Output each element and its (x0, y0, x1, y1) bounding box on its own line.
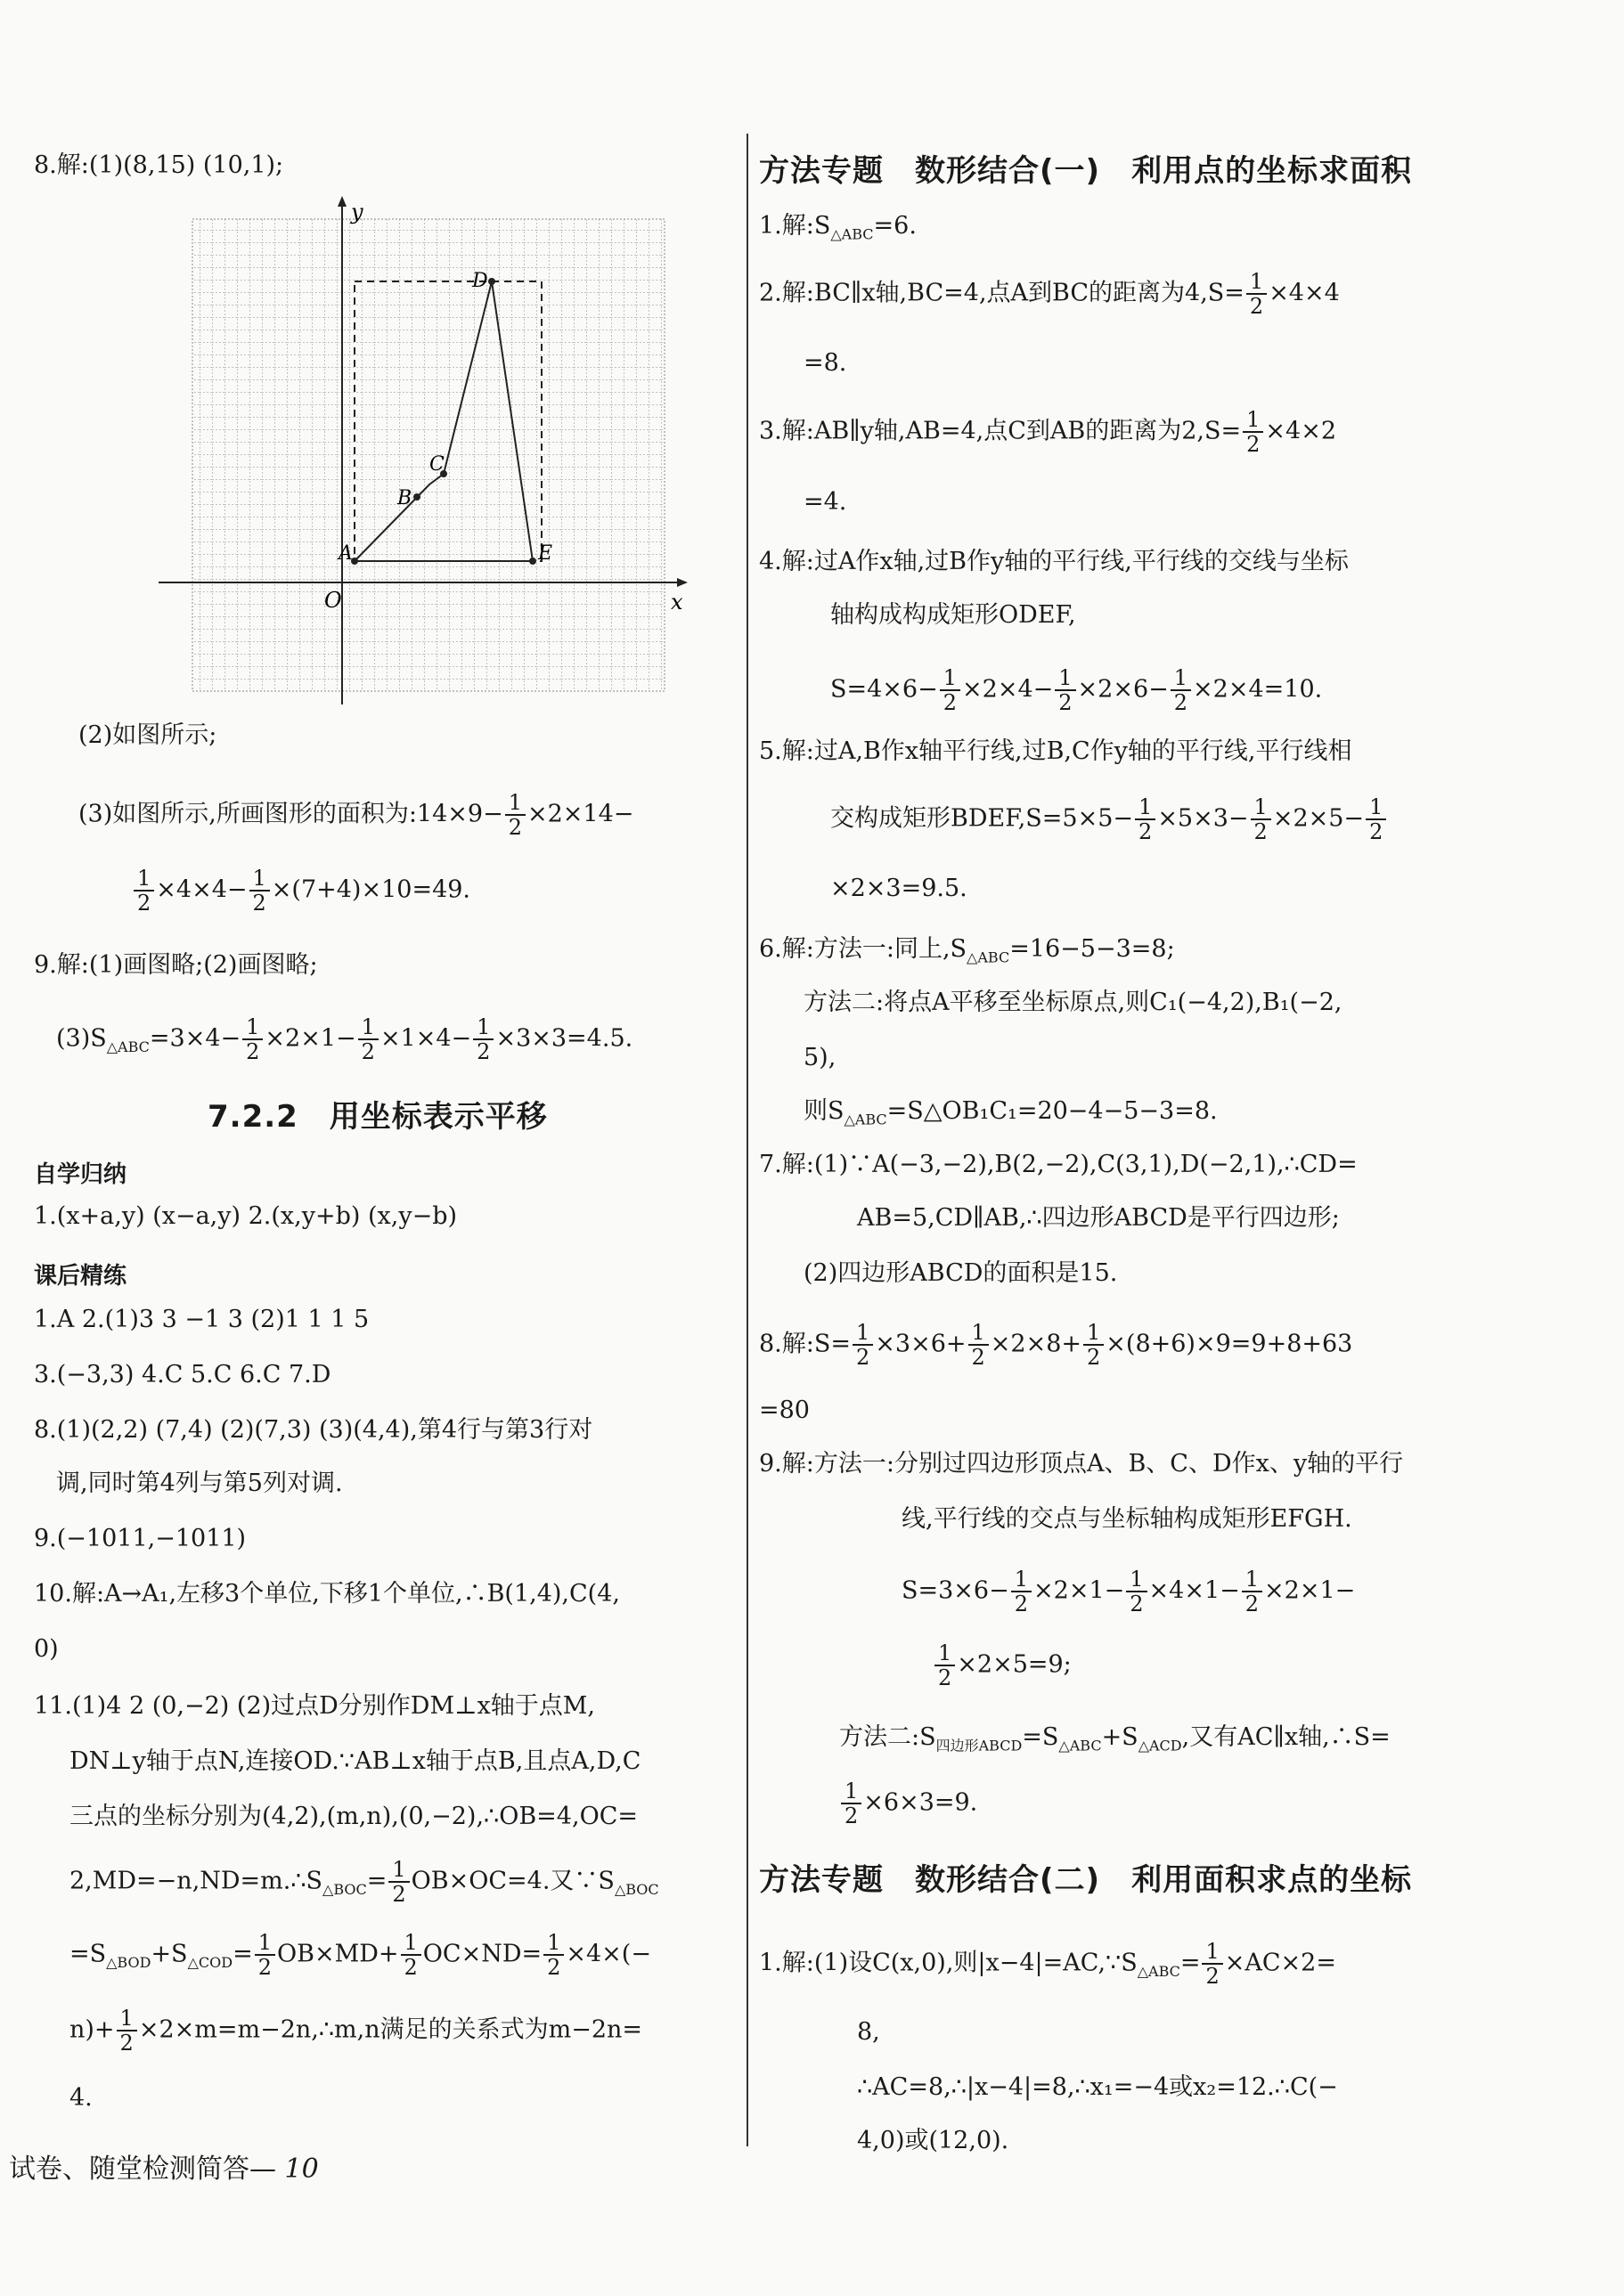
text: ×(7+4)×10=49. (271, 875, 471, 904)
r-q6-line4 (804, 1095, 1218, 1136)
origin-label: O (324, 588, 342, 613)
footer-text: 试卷、随堂检测简答— (9, 2154, 276, 2185)
text: ×4×4− (156, 875, 248, 904)
r-q9-line6 (839, 1779, 977, 1828)
text: ×2×1− (1033, 1576, 1125, 1605)
text: 则S (804, 1097, 845, 1125)
text: ×2×4=10. (1193, 675, 1323, 704)
fraction: $\frac{1}{2}$ (358, 1015, 379, 1063)
r-q5-line2 (830, 795, 1388, 843)
text: ×4×1− (1148, 1576, 1240, 1605)
q8-line2: (2)如图所示; (78, 721, 217, 749)
fraction: $\frac{1}{2}$ (1135, 795, 1155, 843)
text: =6. (873, 212, 917, 240)
text: =S (69, 1940, 107, 1968)
fraction: $\frac{1}{2}$ (1011, 1567, 1032, 1616)
text: 8.解:S= (759, 1330, 851, 1358)
page-number: 10 (284, 2154, 319, 2185)
fraction: $\frac{1}{2}$ (1202, 1940, 1222, 1988)
q9-line2 (56, 1015, 632, 1063)
text: ×2×1− (265, 1024, 356, 1053)
r-q8-line1 (759, 1321, 1352, 1369)
subscript: △BOC (614, 1880, 659, 1898)
text: 2.解:BC∥x轴,BC=4,点A到BC的距离为4,S= (759, 279, 1245, 307)
r-q7-line2: AB=5,CD∥AB,∴四边形ABCD是平行四边形; (857, 1204, 1340, 1232)
fraction: $\frac{1}{2}$ (388, 1858, 409, 1906)
kehou-line4: 调,同时第4列与第5列对调. (56, 1470, 343, 1497)
text: = (233, 1940, 253, 1968)
text: =S△OB₁C₁=20−4−5−3=8. (886, 1097, 1218, 1125)
topic-title-1: 方法专题 数形结合(一) 利用点的坐标求面积 (759, 153, 1413, 189)
subscript: △ABC (844, 1111, 887, 1128)
x-axis-arrow (677, 578, 688, 587)
text: = (1179, 1949, 1201, 1977)
fraction: $\frac{1}{2}$ (1243, 408, 1263, 456)
point-d (488, 278, 495, 285)
r-q7-line1: 7.解:(1)∵A(−3,−2),B(2,−2),C(3,1),D(−2,1),∴CD= (759, 1151, 1358, 1178)
fraction: $\frac{1}{2}$ (1171, 666, 1191, 714)
text: ×3×6+ (875, 1330, 967, 1358)
kehou-line9: DN⊥y轴于点N,连接OD.∵AB⊥x轴于点B,且点A,D,C (69, 1747, 641, 1775)
kehou-line3: 8.(1)(2,2) (7,4) (2)(7,3) (3)(4,4),第4行与第3行对 (34, 1416, 593, 1444)
text: ×4×2 (1265, 417, 1336, 445)
text: =S (1022, 1723, 1059, 1751)
text: ×2×14− (527, 800, 634, 828)
kehou-line13 (69, 2007, 642, 2055)
kehou-line7: 0) (34, 1635, 59, 1663)
text: ×2×6− (1077, 675, 1169, 704)
fraction: $\frac{1}{2}$ (940, 666, 960, 714)
label-a: A (339, 542, 353, 565)
subscript: △ACD (1138, 1737, 1182, 1755)
q9-line1: 9.解:(1)画图略;(2)画图略; (34, 951, 318, 979)
grid (192, 219, 665, 691)
point-b (413, 493, 420, 501)
text: ×3×3=4.5. (495, 1024, 633, 1053)
q8-line1: 8.解:(1)(8,15) (10,1); (34, 151, 284, 179)
point-e (529, 558, 536, 565)
subscript: △ABC (967, 949, 1010, 966)
text: +S (1101, 1723, 1138, 1751)
label-c: C (429, 453, 445, 476)
r-q2-cont: =8. (804, 349, 847, 377)
column-divider (747, 134, 748, 2146)
r2-q1-line3: ∴AC=8,∴|x−4|=8,∴x₁=−4或x₂=12.∴C(− (857, 2073, 1338, 2101)
heading-kehou: 课后精练 (34, 1263, 127, 1290)
section-title: 7.2.2 用坐标表示平移 (208, 1099, 548, 1135)
q8-line4 (132, 867, 470, 915)
text: 2,MD=−n,ND=m.∴S (69, 1867, 323, 1895)
text: 方法二:S (839, 1723, 936, 1751)
text: OB×MD+ (276, 1940, 399, 1968)
text: ×2×8+ (990, 1330, 1082, 1358)
fraction: $\frac{1}{2}$ (242, 1015, 263, 1063)
r2-q1-line4: 4,0)或(12,0). (857, 2127, 1009, 2154)
r-q9-line2: 线,平行线的交点与坐标轴构成矩形EFGH. (902, 1505, 1352, 1533)
text: ×6×3=9. (863, 1788, 978, 1817)
text: (3)如图所示,所画图形的面积为:14×9− (78, 800, 503, 828)
text: ×2×1− (1264, 1576, 1356, 1605)
fraction: $\frac{1}{2}$ (1126, 1567, 1147, 1616)
text: 交构成矩形BDEF,S=5×5− (830, 804, 1134, 833)
fraction: $\frac{1}{2}$ (1083, 1321, 1104, 1369)
coordinate-graph (150, 192, 693, 709)
text: ,又有AC∥x轴,∴S= (1181, 1723, 1391, 1751)
fraction: $\frac{1}{2}$ (249, 867, 270, 915)
text: (3)S (56, 1024, 107, 1053)
topic-title-2: 方法专题 数形结合(二) 利用面积求点的坐标 (759, 1862, 1413, 1898)
fraction: $\frac{1}{2}$ (853, 1321, 873, 1369)
r-q9-line3 (902, 1567, 1355, 1616)
label-e: E (538, 542, 553, 565)
x-label: x (671, 590, 683, 615)
fraction: $\frac{1}{2}$ (255, 1931, 275, 1979)
kehou-line5: 9.(−1011,−1011) (34, 1525, 247, 1552)
subscript: △BOD (106, 1953, 151, 1971)
text: S=3×6− (902, 1576, 1009, 1605)
fraction: $\frac{1}{2}$ (117, 2007, 137, 2055)
fraction: $\frac{1}{2}$ (1242, 1567, 1262, 1616)
text: 1.解:(1)设C(x,0),则|x−4|=AC,∵S (759, 1949, 1138, 1977)
r-q5-line3: ×2×3=9.5. (830, 875, 967, 902)
r2-q1-line2: 8, (857, 2018, 880, 2046)
kehou-line8: 11.(1)4 2 (0,−2) (2)过点D分别作DM⊥x轴于点M, (34, 1692, 595, 1720)
text: 3.解:AB∥y轴,AB=4,点C到AB的距离为2,S= (759, 417, 1242, 445)
text: ×4×4 (1269, 279, 1340, 307)
text: ×2×m=m−2n,∴m,n满足的关系式为m−2n= (138, 2015, 643, 2044)
kehou-line2: 3.(−3,3) 4.C 5.C 6.C 7.D (34, 1361, 331, 1388)
r-q5-line1: 5.解:过A,B作x轴平行线,过B,C作y轴的平行线,平行线相 (759, 737, 1352, 765)
label-b: B (397, 487, 412, 509)
subscript: 四边形ABCD (935, 1737, 1023, 1755)
subscript: △ABC (830, 225, 874, 243)
kehou-line10: 三点的坐标分别为(4,2),(m,n),(0,−2),∴OB=4,OC= (69, 1803, 638, 1830)
fraction: $\frac{1}{2}$ (473, 1015, 494, 1063)
q8-line3 (78, 791, 633, 839)
text: = (366, 1867, 388, 1895)
r-q9-line5 (839, 1722, 1391, 1762)
text: ×1×4− (379, 1024, 472, 1053)
r-q7-line3: (2)四边形ABCD的面积是15. (804, 1259, 1118, 1287)
text: ×2×5=9; (957, 1650, 1072, 1679)
r-q4-line3 (830, 666, 1322, 714)
subscript: △ABC (1058, 1737, 1102, 1755)
text: ×(8+6)×9=9+8+63 (1106, 1330, 1353, 1358)
kehou-line12 (69, 1931, 651, 1979)
kehou-line6: 10.解:A→A₁,左移3个单位,下移1个单位,∴B(1,4),C(4, (34, 1580, 620, 1608)
kehou-line11 (69, 1858, 659, 1906)
text: ×AC×2= (1224, 1949, 1336, 1977)
text: ×2×4− (962, 675, 1054, 704)
fraction: $\frac{1}{2}$ (543, 1931, 564, 1979)
r-q6-line2: 方法二:将点A平移至坐标原点,则C₁(−4,2),B₁(−2, (804, 989, 1342, 1016)
kehou-line1: 1.A 2.(1)3 3 −1 3 (2)1 1 1 5 (34, 1306, 370, 1333)
r-q9-line1: 9.解:方法一:分别过四边形顶点A、B、C、D作x、y轴的平行 (759, 1450, 1404, 1478)
fraction: $\frac{1}{2}$ (1055, 666, 1075, 714)
text: =3×4− (149, 1024, 241, 1053)
text: n)+ (69, 2015, 115, 2044)
heading-zixue: 自学归纳 (34, 1161, 127, 1188)
r-q9-line4 (933, 1641, 1072, 1689)
fraction: $\frac{1}{2}$ (401, 1931, 421, 1979)
subscript: △ABC (1137, 1962, 1180, 1980)
r-q8-line2: =80 (759, 1396, 810, 1424)
subscript: △COD (187, 1953, 233, 1971)
r-q3 (759, 408, 1336, 456)
fraction: $\frac{1}{2}$ (1251, 795, 1271, 843)
fraction: $\frac{1}{2}$ (1366, 795, 1386, 843)
label-d: D (472, 270, 488, 292)
text: ×5×3− (1157, 804, 1249, 833)
fraction: $\frac{1}{2}$ (934, 1641, 955, 1689)
r-q2 (759, 270, 1340, 318)
subscript: △BOC (322, 1880, 367, 1898)
text: ×4×(− (566, 1940, 651, 1968)
text: OB×OC=4.又∵S (411, 1867, 615, 1895)
r-q6-line3: 5), (804, 1044, 836, 1071)
text: 6.解:方法一:同上,S (759, 935, 967, 963)
y-axis-arrow (338, 196, 347, 207)
fraction: $\frac{1}{2}$ (134, 867, 154, 915)
subscript: △ABC (106, 1038, 150, 1055)
fraction: $\frac{1}{2}$ (841, 1779, 861, 1828)
text: +S (151, 1940, 188, 1968)
page-footer (9, 2146, 319, 2186)
fraction: $\frac{1}{2}$ (1246, 270, 1267, 318)
text: 1.解:S (759, 212, 831, 240)
r-q4-line1: 4.解:过A作x轴,过B作y轴的平行线,平行线的交线与坐标 (759, 548, 1349, 575)
text: S=4×6− (830, 675, 938, 704)
r-q6-line1 (759, 933, 1175, 973)
r-q4-line2: 轴构成构成矩形ODEF, (830, 601, 1076, 629)
r-q3-cont: =4. (804, 488, 847, 516)
r2-q1-line1 (759, 1940, 1336, 1988)
fraction: $\frac{1}{2}$ (505, 791, 526, 839)
zixue-answers: 1.(x+a,y) (x−a,y) 2.(x,y+b) (x,y−b) (34, 1202, 458, 1230)
fraction: $\frac{1}{2}$ (968, 1321, 989, 1369)
kehou-line14: 4. (69, 2084, 93, 2112)
text: =16−5−3=8; (1009, 935, 1175, 963)
r-q1 (759, 210, 917, 250)
text: OC×ND= (422, 1940, 543, 1968)
text: ×2×5− (1272, 804, 1365, 833)
y-label: y (351, 199, 363, 224)
